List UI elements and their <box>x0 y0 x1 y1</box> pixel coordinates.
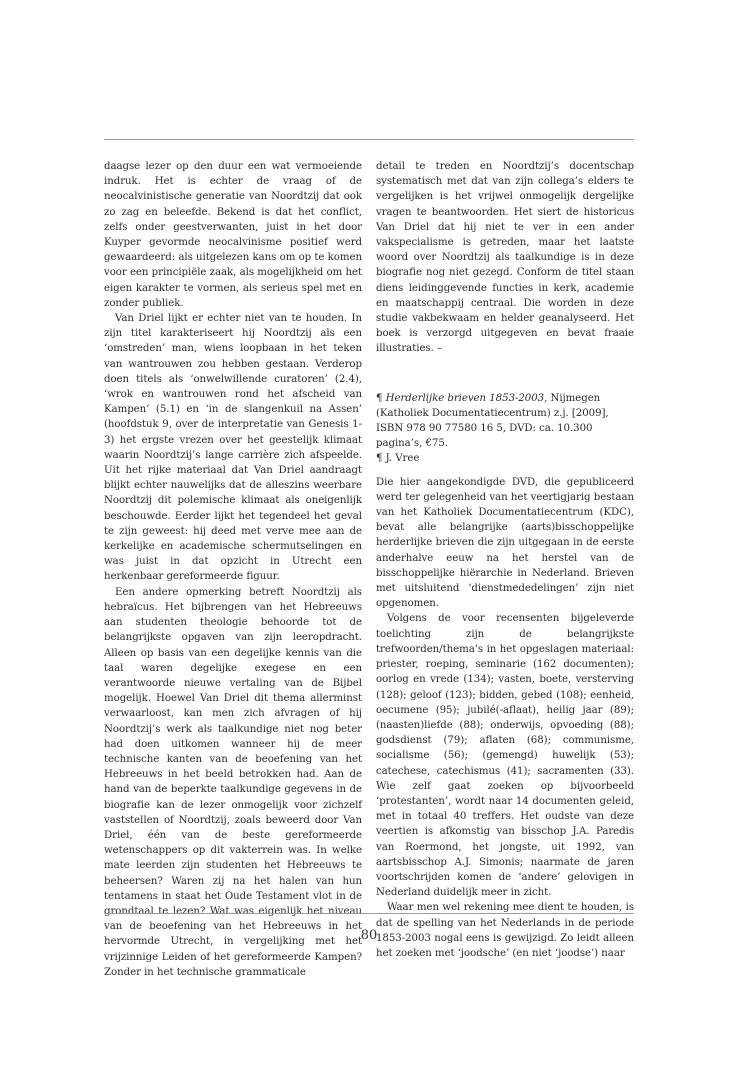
bib-line-publisher: (Katholiek Documentatiecentrum) z.j. [2009], <box>376 407 609 419</box>
body-paragraph: detail te treden en Noordtzij’s docentschap systematisch met dat van zijn collega’s elders te vergelijken is het vrijwel onmogelijk dergelijke vragen te beantwoorden. Het siert de historicus Van Driel dat hij niet te ver in een ander vakspecialisme is getreden, maar het laatste woord over Noordtzij als taalkundige is in deze biografie nog niet gezegd. Conform de titel staan diens leidinggevende functies in kerk, academie en maatschappij centraal. Die worden in deze studie vakbekwaam en helder geanalyseerd. Het boek is verzorgd uitgegeven en bevat fraaie illustraties. – <box>376 161 634 355</box>
book-title: Herderlijke brieven 1853-2003 <box>385 392 545 404</box>
body-paragraph: Van Driel lijkt er echter niet van te houden. In zijn titel karakteriseert hij Noordtzij als een ‘omstreden’ man, wiens loopbaan in het teken van wantrouwen zou hebben gestaan. Verderop doen titels als ‘onwelwillende curatoren’ (2.4), ‘wrok en wantrouwen rond het afscheid van Kampen’ (5.1) en ‘in de slangenkuil na Assen’ (hoofdstuk 9, over de interpretatie van Genesis 1-3) het ergste vrezen over het geestelijk klimaat waarin Noordtzij’s lange carrière zich afspeelde. Uit het rijke materiaal dat Van Driel aandraagt blijkt echter nauwelijks dat de alleszins weerbare Noordtzij dit polemische klimaat als oneigenlijk beschouwde. Eerder lijkt het tegendeel het geval te zijn geweest: hij deed met verve mee aan de kerkelijke en academische schermutselingen en was juist in dat opzicht in Utrecht een herkenbaar gereformeerde figuur. <box>104 313 362 583</box>
body-paragraph: Die hier aangekondigde DVD, die gepubliceerd werd ter gelegenheid van het veertigjarig bestaan van het Katholiek Documentatiecentrum (KDC), bevat alle belangrijke (aarts)bisschoppelijke herderlijke brieven die zijn uitgegaan in de eerste anderhalve eeuw na het herstel van de bisschoppelijke hiërarchie in Nederland. Brieven met uitsluitend ‘dienstmededelingen’ zijn niet opgenomen. <box>376 476 634 610</box>
body-paragraph: Een andere opmerking betreft Noordtzij als hebraïcus. Het bijbrengen van het Hebreeuws aan studenten theologie behoorde tot de belangrijkste opgaven van zijn leeropdracht. Alleen op basis van een degelijke kennis van die taal waren degelijke exegese en een verantwoorde nieuwe vertaling van de Bijbel mogelijk. Hoewel Van Driel dit thema allerminst verwaarloost, kan men zich afvragen of hij Noordtzij’s werk als taalkundige niet nog beter had doen uitkomen wanneer hij de meer technische kanten van de beoefening van het Hebreeuws in het beeld betrokken had. Aan de hand van de beperkte taalkundige gegevens in de biografie kan de lezer onmogelijk voor zichzelf vaststellen of Noordtzij, zoals beweerd door Van Driel, één van de beste gereformeerde wetenschappers op dit vakterrein was. In welke mate leerden zijn studenten het Hebreeuws te beheersen? Waren zij na het halen van hun tentamens in staat het Oude Testament vlot in de grondtaal te lezen? Wat was eigenlijk het niveau van de beoefening van het Hebreeuws in het hervormde Utrecht, in vergelijking met het vrijzinnige Leiden of het gereformeerde Kampen? Zonder in het technische grammaticale <box>104 586 362 978</box>
body-paragraph: Volgens de voor recensenten bijgeleverde toelichting zijn de belangrijkste trefwoorden/thema’s in het opgeslagen materiaal: priester, roeping, seminarie (162 documenten); oorlog en vrede (134); vasten, boete, versterving (128); geloof (123); bidden, gebed (108); eenheid, oecumene (95); jubilé(-aflaat), heilig jaar (89); (naasten)liefde (88); onderwijs, opvoeding (88); godsdienst (79); aflaten (68); communisme, socialisme (56); (gemengd) huwelijk (53); catechese, catechismus (41); sacramenten (33). Wie zelf gaat zoeken op bijvoorbeeld ‘protestanten’, wordt naar 14 documenten geleid, met in totaal 40 treffers. Het oudste van deze veertien is afkomstig van bisschop J.A. Paredis van Roermond, het jongste, uit 1992, van aartsbisschop A.J. Simonis; naarmate de jaren voortschrijden komen de ‘andere’ gelovigen in Nederland duidelijk meer in zicht. <box>376 613 634 899</box>
bib-place: , Nijmegen <box>544 392 601 404</box>
bibliographic-entry <box>376 391 634 475</box>
reviewer-name: ¶ J. Vree <box>376 453 420 465</box>
bib-line-title <box>376 391 634 406</box>
bib-line-isbn: ISBN 978 90 77580 16 5, DVD: ca. 10.300 <box>376 423 593 435</box>
pilcrow: ¶ <box>376 392 383 404</box>
right-column <box>376 159 634 961</box>
body-paragraph: daagse lezer op den duur een wat vermoeiende indruk. Het is echter de vraag of de neocalvinistische generatie van Noordtzij dat ook zo zag en beleefde. Bekend is dat het conflict, zelfs onder geestverwanten, juist in het door Kuyper gevormde neocalvinisme positief werd gewaardeerd: als uitgelezen kans om op te komen voor een principiële zaak, als mogelijkheid om het eigen karakter te vormen, als serieus spel met en zonder publiek. <box>104 161 362 309</box>
body-paragraph: Waar men wel rekening mee dient te houden, is dat de spelling van het Nederlands in de periode 1853-2003 nogal eens is gewijzigd. Zo leidt alleen het zoeken met ‘joodsche’ (en niet ‘joodse’) naar <box>376 902 634 959</box>
header-rule <box>104 139 634 140</box>
left-column <box>104 159 362 980</box>
footer-rule <box>104 913 634 914</box>
page-number: 80 <box>360 928 378 943</box>
bib-line-pages: pagina’s, €75. <box>376 438 448 450</box>
